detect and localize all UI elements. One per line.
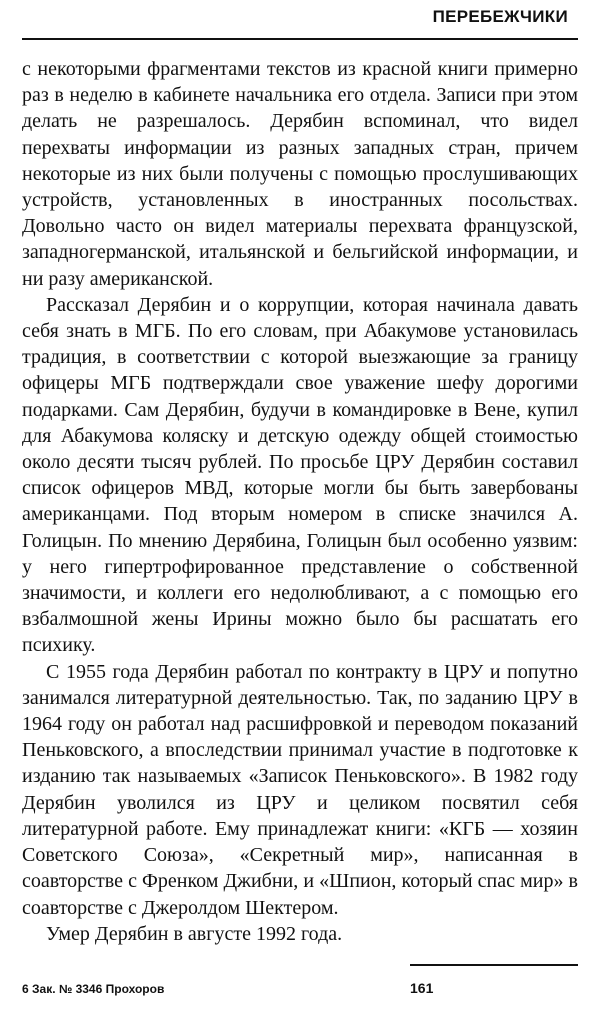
printer-imprint: 6 Зак. № 3346 Прохоров	[22, 982, 165, 996]
running-title: ПЕРЕБЕЖЧИКИ	[432, 7, 568, 26]
paragraph: Рассказал Дерябин и о коррупции, которая начинала давать себя знать в МГБ. По его словам, при Абакумове установилась традиция, в соответствии с которой выезжающие за границу офицеры МГБ подтверждали свое уважение шефу дорогими подарками. Сам Дерябин, будучи в командировке в Вене, купил для Абакумова коляску и детскую одежду общей стоимостью около десяти тысяч рублей. По просьбе ЦРУ Дерябин составил список офицеров МВД, которые могли бы быть завербованы американцами. Под вторым номером в списке значился А. Голицын. По мнению Дерябина, Голицын был особенно уязвим: у него гипертрофированное представление о собственной значимости, и коллеги его недолюбливают, а с помощью его взбалмошной жены Ирины можно было бы расшатать его психику.	[22, 293, 578, 657]
header-rule	[22, 38, 578, 40]
paragraph: Умер Дерябин в августе 1992 года.	[46, 922, 343, 945]
paragraph-continued: с некоторыми фрагментами текстов из красной книги примерно раз в неделю в кабинете начальника его отдела. Записи при этом делать не разрешалось. Дерябин вспоминал, что видел перехваты информации из разных западных стран, причем некоторые из них были получены с помощью прослушивающих устройств, установленных в иностранных посольствах. Довольно часто он видел материалы перехвата французской, западногерманской, итальянской и бельгийской информации, и ни разу американской.	[22, 58, 578, 290]
body-text	[22, 56, 578, 947]
paragraph: С 1955 года Дерябин работал по контракту в ЦРУ и попутно занимался литературной деятельностью. Так, по заданию ЦРУ в 1964 году он работал над расшифровкой и переводом показаний Пеньковского, а впоследствии принимал участие в подготовке к изданию так называемых «Записок Пеньковского». В 1982 году Дерябин уволился из ЦРУ и целиком посвятил себя литературной работе. Ему принадлежат книги: «КГБ — хозяин Советского Союза», «Секретный мир», написанная в соавторстве с Френком Джибни, и «Шпион, который спас мир» в соавторстве с Джеролдом Шектером.	[22, 660, 578, 919]
footer-rule	[410, 964, 578, 966]
page-number: 161	[410, 980, 434, 996]
page-header	[22, 0, 578, 44]
